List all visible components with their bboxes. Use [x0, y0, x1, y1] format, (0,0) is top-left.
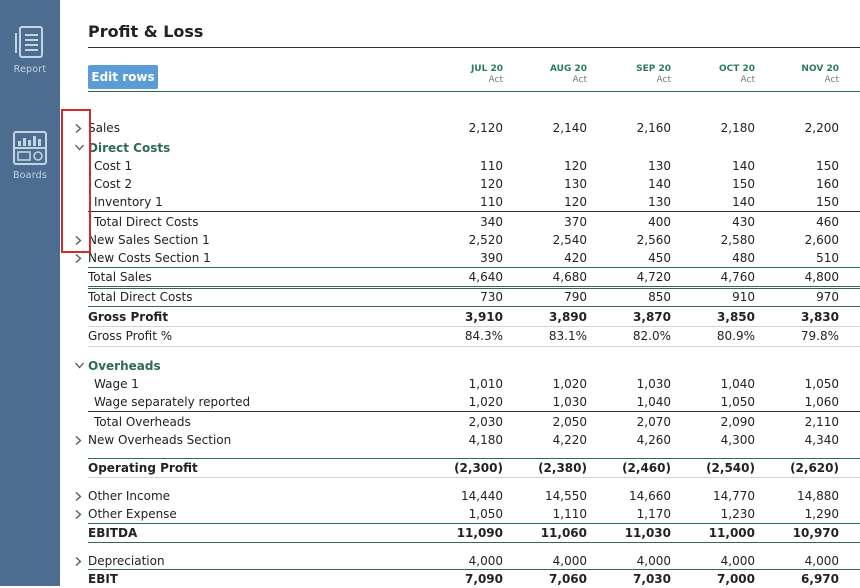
table-row[interactable] [88, 487, 860, 505]
row-label: EBIT [88, 572, 118, 586]
cell-value: 4,340 [804, 433, 839, 447]
row-label: Gross Profit % [88, 329, 173, 343]
total-row[interactable] [88, 268, 860, 286]
cell-value: 4,000 [804, 554, 839, 568]
cell-value: 730 [480, 290, 503, 304]
cell-value: 850 [648, 290, 671, 304]
cell-value: 510 [816, 251, 839, 265]
cell-value: (2,540) [706, 461, 755, 475]
cell-value: 120 [564, 159, 587, 173]
cell-value: 1,170 [636, 507, 671, 521]
cell-value: 1,050 [804, 377, 839, 391]
cell-value: 3,890 [549, 310, 587, 324]
row-label: Sales [88, 121, 120, 135]
cell-value: 1,020 [552, 377, 587, 391]
cell-value: 1,110 [552, 507, 587, 521]
row-label: Total Direct Costs [88, 290, 193, 304]
cell-value: 4,720 [636, 270, 671, 284]
row-divider [88, 542, 860, 543]
cell-value: 480 [732, 251, 755, 265]
cell-value: 3,850 [717, 310, 755, 324]
expand-chevron-icon[interactable] [75, 487, 85, 505]
table-row[interactable] [88, 193, 860, 211]
cell-value: 82.0% [632, 329, 671, 343]
cell-value: 140 [648, 177, 671, 191]
row-label: New Overheads Section [88, 433, 232, 447]
cell-value: 7,060 [549, 572, 587, 586]
header-divider [88, 91, 860, 92]
cell-value: 14,770 [713, 489, 755, 503]
cell-value: 80.9% [716, 329, 755, 343]
sidebar [0, 0, 60, 586]
cell-value: 2,600 [804, 233, 839, 247]
cell-value: 460 [816, 215, 839, 229]
section-header[interactable] [88, 357, 860, 375]
cell-value: 11,060 [540, 526, 587, 540]
cell-value: 1,050 [720, 395, 755, 409]
subtotal-row[interactable] [88, 413, 860, 431]
row-label: EBITDA [88, 526, 138, 540]
total-row[interactable] [88, 288, 860, 306]
cell-value: 2,120 [468, 121, 503, 135]
row-label: Total Direct Costs [94, 215, 199, 229]
cell-value: 11,090 [456, 526, 503, 540]
cell-value: (2,300) [454, 461, 503, 475]
cell-value: 14,660 [629, 489, 671, 503]
cell-value: 1,060 [804, 395, 839, 409]
cell-value: 10,970 [792, 526, 839, 540]
cell-value: 2,090 [720, 415, 755, 429]
expand-chevron-icon[interactable] [75, 431, 85, 449]
column-type: Act [824, 75, 839, 85]
cell-value: 3,830 [801, 310, 839, 324]
nav-item-boards[interactable] [0, 130, 60, 181]
column-type: Act [740, 75, 755, 85]
table-row[interactable] [88, 552, 860, 570]
cell-value: 1,030 [636, 377, 671, 391]
cell-value: 160 [816, 177, 839, 191]
cell-value: 2,070 [636, 415, 671, 429]
cell-value: 970 [816, 290, 839, 304]
cell-value: 4,180 [468, 433, 503, 447]
cell-value: 400 [648, 215, 671, 229]
row-label: Inventory 1 [94, 195, 163, 209]
row-divider [88, 411, 860, 412]
column-header [591, 64, 671, 86]
cell-value: (2,380) [538, 461, 587, 475]
cell-value: 2,050 [552, 415, 587, 429]
cell-value: 7,090 [465, 572, 503, 586]
cell-value: 1,230 [720, 507, 755, 521]
row-divider [88, 306, 860, 307]
cell-value: 1,030 [552, 395, 587, 409]
cell-value: 2,200 [804, 121, 839, 135]
column-month: NOV 20 [801, 64, 839, 74]
cell-value: (2,620) [790, 461, 839, 475]
nav-item-report[interactable] [0, 24, 60, 75]
cell-value: 150 [816, 159, 839, 173]
cell-value: 2,560 [636, 233, 671, 247]
title-divider [88, 47, 860, 48]
cell-value: 2,540 [552, 233, 587, 247]
cell-value: 2,180 [720, 121, 755, 135]
cell-value: 4,000 [552, 554, 587, 568]
column-header [759, 64, 839, 86]
row-label: New Costs Section 1 [88, 251, 211, 265]
table-row[interactable] [88, 119, 860, 137]
cell-value: 2,160 [636, 121, 671, 135]
cell-value: (2,460) [622, 461, 671, 475]
cell-value: 14,550 [545, 489, 587, 503]
column-type: Act [572, 75, 587, 85]
cell-value: 150 [732, 177, 755, 191]
row-divider [88, 211, 860, 212]
cell-value: 3,910 [465, 310, 503, 324]
row-divider [88, 477, 860, 478]
column-month: JUL 20 [470, 64, 503, 74]
cell-value: 4,640 [468, 270, 503, 284]
cell-value: 140 [732, 159, 755, 173]
cell-value: 4,800 [804, 270, 839, 284]
cell-value: 4,220 [552, 433, 587, 447]
column-month: SEP 20 [636, 64, 671, 74]
cell-value: 4,000 [636, 554, 671, 568]
column-type: Act [488, 75, 503, 85]
row-label: Other Expense [88, 507, 177, 521]
cell-value: 1,050 [468, 507, 503, 521]
section-label: Direct Costs [88, 141, 171, 155]
subtotal-row[interactable] [88, 213, 860, 231]
table-row[interactable] [88, 249, 860, 267]
cell-value: 120 [480, 177, 503, 191]
boards-icon [11, 130, 49, 166]
column-header [507, 64, 587, 86]
page-title: Profit & Loss [88, 22, 204, 41]
cell-value: 420 [564, 251, 587, 265]
row-label: Cost 1 [94, 159, 133, 173]
column-month: AUG 20 [549, 64, 587, 74]
table-row[interactable] [88, 431, 860, 449]
row-label: Other Income [88, 489, 171, 503]
cell-value: 370 [564, 215, 587, 229]
cell-value: 14,880 [797, 489, 839, 503]
cell-value: 4,000 [720, 554, 755, 568]
cell-value: 2,580 [720, 233, 755, 247]
cell-value: 790 [564, 290, 587, 304]
cell-value: 4,300 [720, 433, 755, 447]
report-icon [11, 24, 49, 60]
table-row[interactable] [88, 231, 860, 249]
table-row[interactable] [88, 175, 860, 193]
nav-item-label: Report [13, 64, 47, 75]
collapse-chevron-icon[interactable] [75, 357, 85, 375]
gross-profit-row[interactable] [88, 308, 860, 326]
cell-value: 1,040 [720, 377, 755, 391]
cell-value: 110 [480, 195, 503, 209]
cell-value: 4,680 [552, 270, 587, 284]
cell-value: 130 [564, 177, 587, 191]
column-header [675, 64, 755, 86]
cell-value: 2,520 [468, 233, 503, 247]
column-month: OCT 20 [718, 64, 755, 74]
section-header[interactable] [88, 139, 860, 157]
row-label: Total Overheads [94, 415, 191, 429]
table-row[interactable] [88, 393, 860, 411]
table-row[interactable] [88, 157, 860, 175]
row-label: Depreciation [88, 554, 165, 568]
section-label: Overheads [88, 359, 161, 373]
row-label: New Sales Section 1 [88, 233, 210, 247]
cell-value: 4,760 [720, 270, 755, 284]
cell-value: 130 [648, 159, 671, 173]
cell-value: 7,030 [633, 572, 671, 586]
ebit-row[interactable] [88, 570, 860, 588]
cell-value: 7,000 [717, 572, 755, 586]
cell-value: 2,140 [552, 121, 587, 135]
ebitda-row[interactable] [88, 524, 860, 542]
cell-value: 11,000 [708, 526, 755, 540]
row-label: Wage 1 [94, 377, 139, 391]
cell-value: 4,260 [636, 433, 671, 447]
cell-value: 14,440 [461, 489, 503, 503]
edit-rows-button[interactable]: Edit rows [88, 65, 158, 89]
cell-value: 110 [480, 159, 503, 173]
cell-value: 4,000 [468, 554, 503, 568]
row-label: Total Sales [88, 270, 152, 284]
cell-value: 1,040 [636, 395, 671, 409]
cell-value: 3,870 [633, 310, 671, 324]
cell-value: 150 [816, 195, 839, 209]
cell-value: 11,030 [624, 526, 671, 540]
table-row[interactable] [88, 327, 860, 345]
highlight-box [61, 109, 91, 253]
cell-value: 6,970 [801, 572, 839, 586]
cell-value: 450 [648, 251, 671, 265]
operating-profit-row[interactable] [88, 459, 860, 477]
cell-value: 390 [480, 251, 503, 265]
cell-value: 430 [732, 215, 755, 229]
nav-item-label: Boards [12, 170, 48, 181]
table-row[interactable] [88, 505, 860, 523]
cell-value: 140 [732, 195, 755, 209]
cell-value: 84.3% [464, 329, 503, 343]
row-divider [88, 346, 860, 347]
row-label: Wage separately reported [94, 395, 251, 409]
cell-value: 1,020 [468, 395, 503, 409]
row-label: Cost 2 [94, 177, 133, 191]
cell-value: 130 [648, 195, 671, 209]
row-label: Operating Profit [88, 461, 198, 475]
expand-chevron-icon[interactable] [75, 552, 85, 570]
table-row[interactable] [88, 375, 860, 393]
cell-value: 2,030 [468, 415, 503, 429]
row-label: Gross Profit [88, 310, 169, 324]
cell-value: 79.8% [800, 329, 839, 343]
column-type: Act [656, 75, 671, 85]
cell-value: 1,290 [804, 507, 839, 521]
cell-value: 83.1% [548, 329, 587, 343]
cell-value: 1,010 [468, 377, 503, 391]
cell-value: 340 [480, 215, 503, 229]
cell-value: 910 [732, 290, 755, 304]
cell-value: 2,110 [804, 415, 839, 429]
cell-value: 120 [564, 195, 587, 209]
column-header [423, 64, 503, 86]
expand-chevron-icon[interactable] [75, 505, 85, 523]
